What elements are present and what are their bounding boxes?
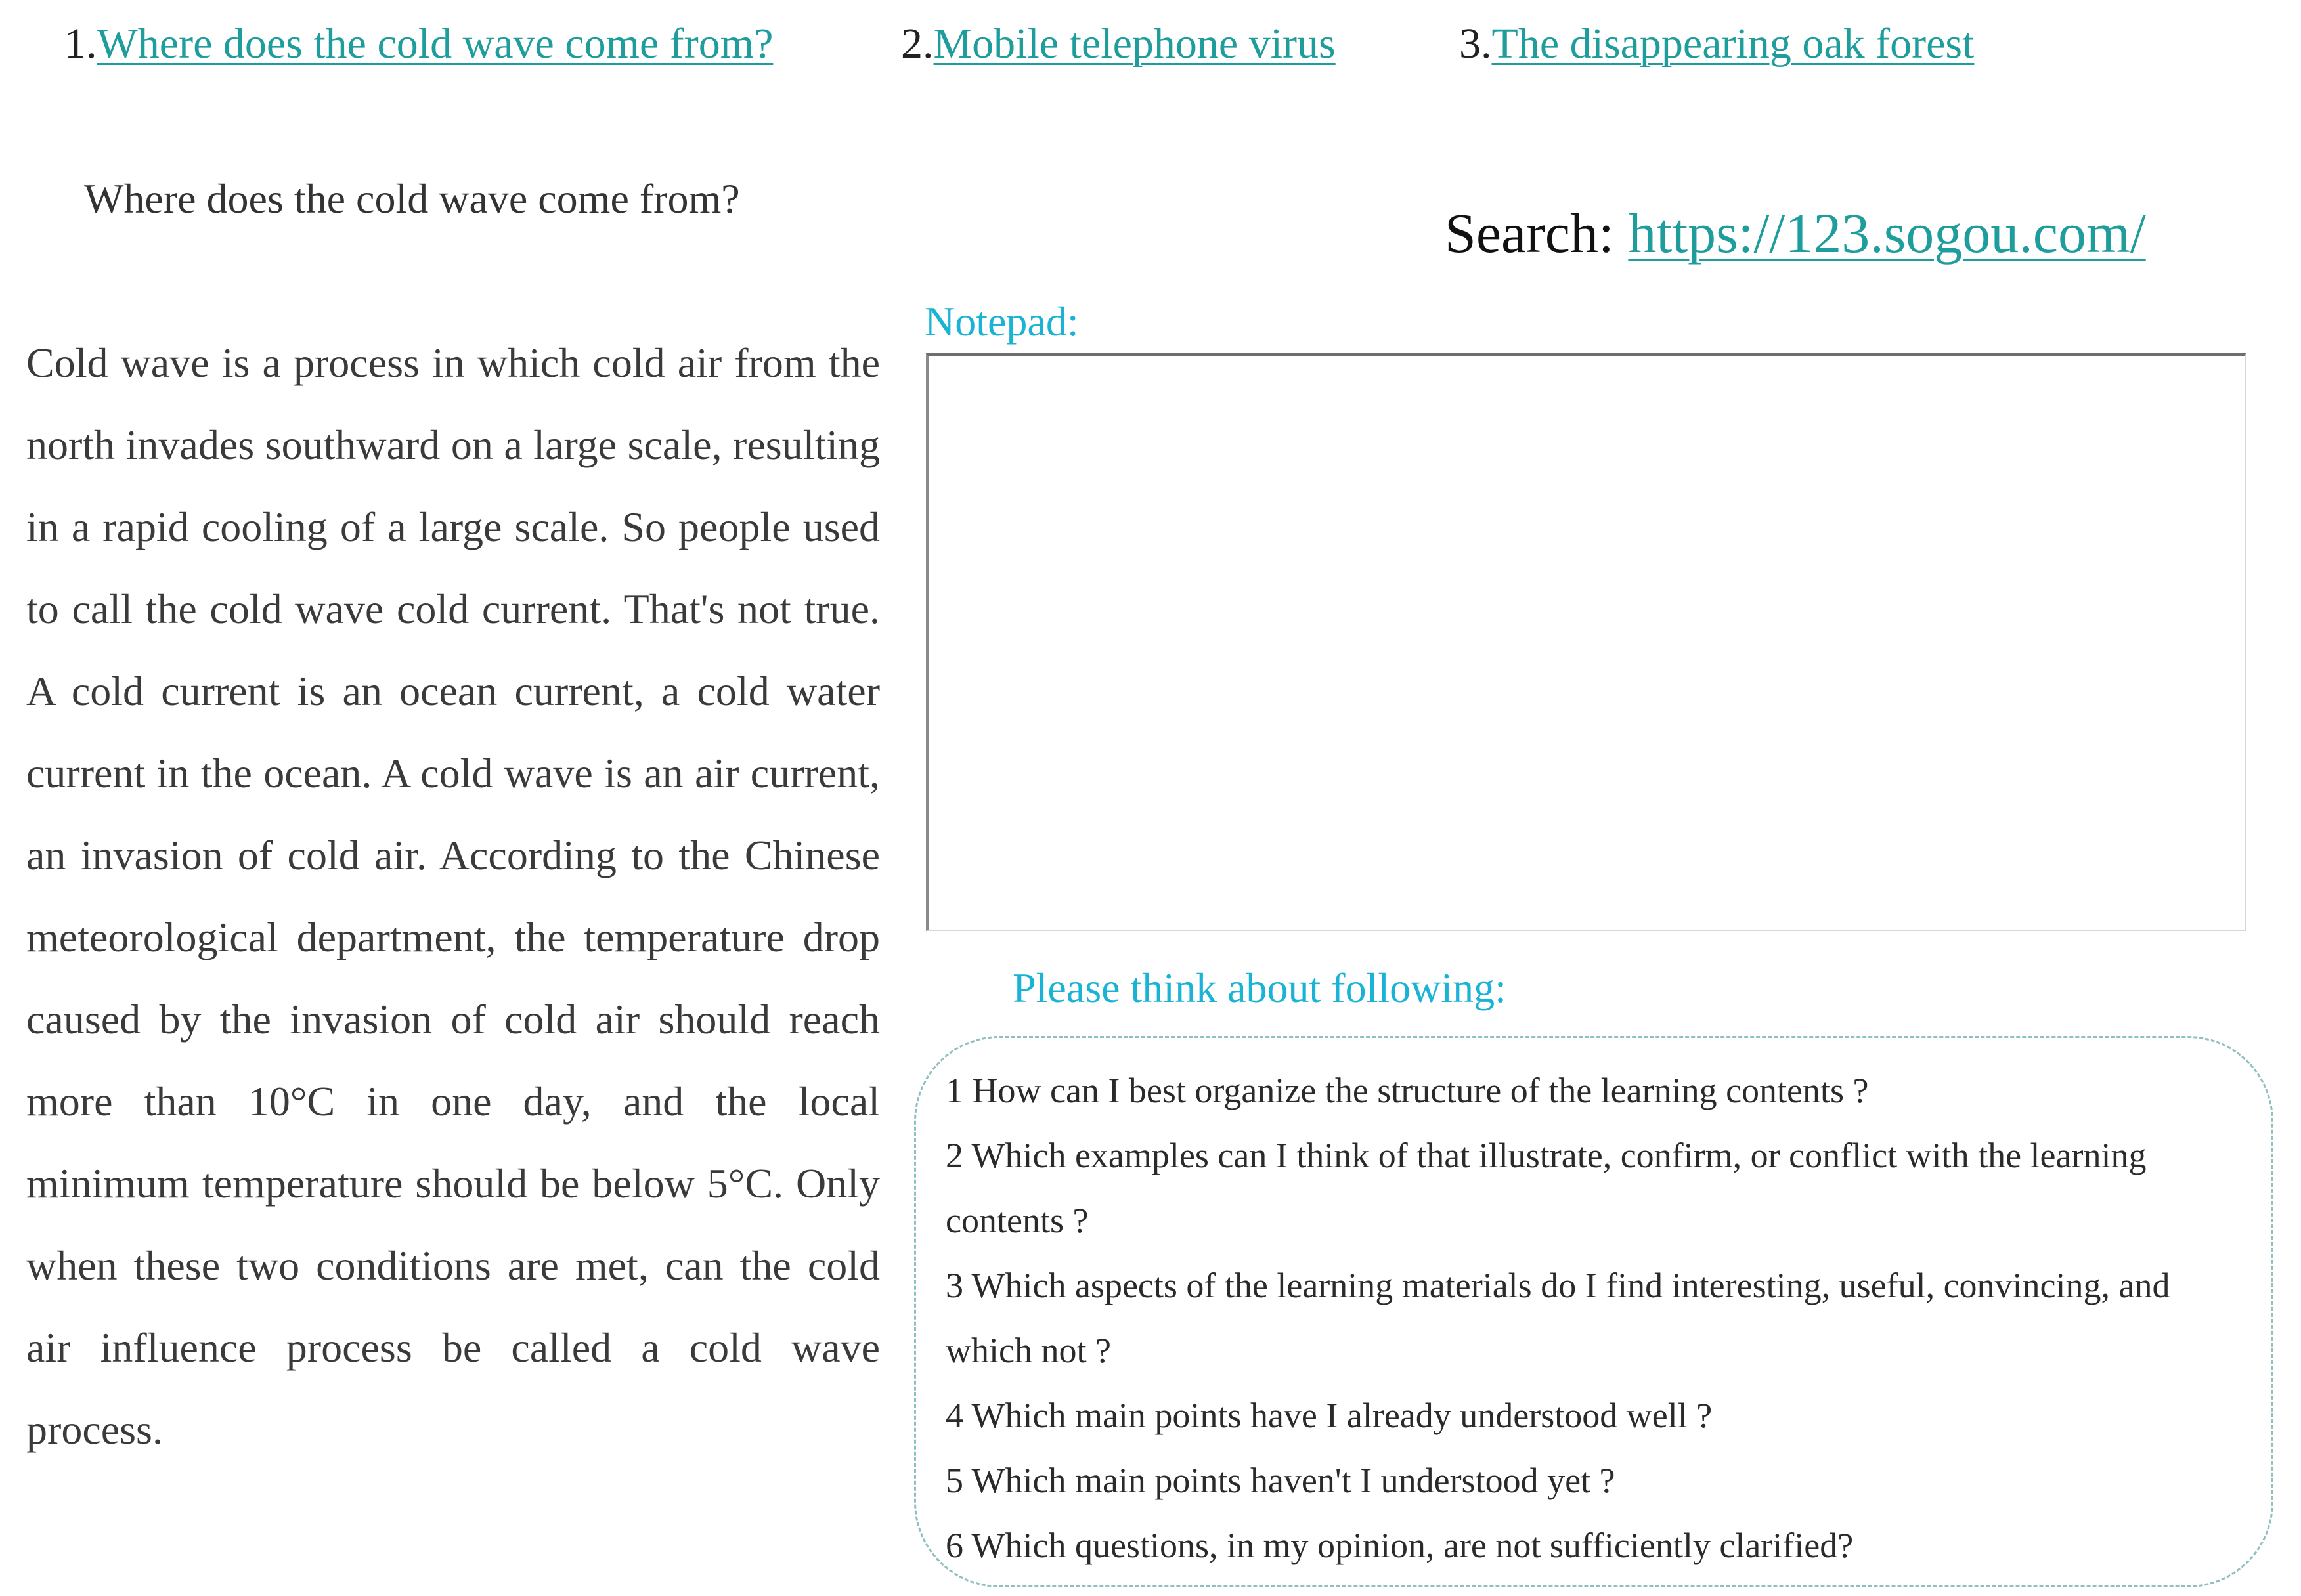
notepad-textarea[interactable] <box>926 353 2246 931</box>
nav-item-number: 3. <box>1459 20 1492 68</box>
prompt-item: 1 How can I best organize the structure of the learning contents ? <box>946 1071 1869 1110</box>
nav-item-number: 1. <box>64 20 97 68</box>
prompt-item: 5 Which main points haven't I understood yet ? <box>946 1461 1615 1500</box>
prompt-item: 6 Which questions, in my opinion, are not sufficiently clarified? <box>946 1526 1854 1565</box>
prompts-list <box>946 1058 2233 1578</box>
article-title: Where does the cold wave come from? <box>84 175 740 222</box>
notepad-label: Notepad: <box>925 298 1079 345</box>
search-label: Search: <box>1445 202 1629 265</box>
nav-link-mobile-virus[interactable]: Mobile telephone virus <box>933 20 1336 68</box>
prompt-item: 2 Which examples can I think of that illustrate, confirm, or conflict with the learning contents ? <box>946 1136 2147 1240</box>
search-row <box>1445 197 2146 269</box>
nav-link-cold-wave[interactable]: Where does the cold wave come from? <box>97 20 774 68</box>
nav-item-number: 2. <box>901 20 934 68</box>
nav-item-3 <box>1459 14 1974 74</box>
prompts-heading: Please think about following: <box>1013 964 1506 1011</box>
nav-item-1 <box>64 14 773 74</box>
prompt-item: 3 Which aspects of the learning materials do I find interesting, useful, convincing, and which not ? <box>946 1266 2170 1370</box>
prompt-item: 4 Which main points have I already understood well ? <box>946 1396 1713 1435</box>
article-body: Cold wave is a process in which cold air from the north invades southward on a large scale, resulting in a rapid cooling of a large scale. So people used to call the cold wave cold current. That's not true. A cold current is an ocean current, a cold water current in the ocean. A cold wave is an air current, an invasion of cold air. According to the Chinese meteorological department, the temperature drop caused by the invasion of cold air should reach more than 10°C in one day, and the local minimum temperature should be below 5°C. Only when these two conditions are met, can the cold air influence process be called a cold wave process. <box>26 339 880 1453</box>
nav-item-2 <box>901 14 1336 74</box>
nav-link-oak-forest[interactable]: The disappearing oak forest <box>1491 20 1975 68</box>
search-link[interactable]: https://123.sogou.com/ <box>1628 202 2146 265</box>
